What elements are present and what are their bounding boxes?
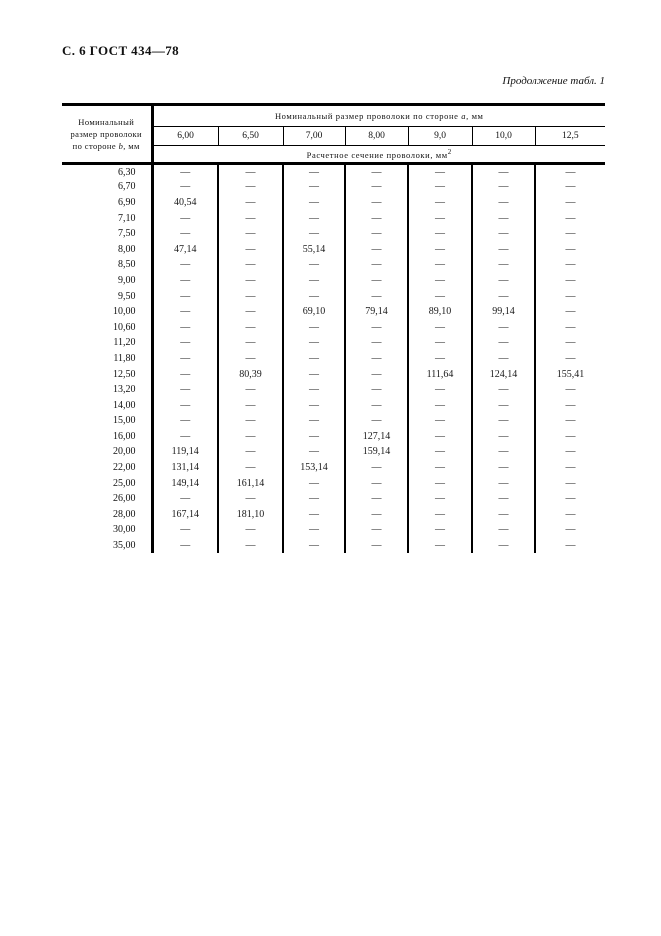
- wire-cross-section-table: [62, 103, 605, 553]
- cross-section-cell: —: [472, 382, 535, 398]
- cross-section-cell: —: [345, 507, 408, 523]
- table-row: [62, 210, 605, 226]
- cross-section-cell: —: [408, 382, 472, 398]
- table-header: [62, 105, 605, 164]
- cross-section-cell: —: [472, 319, 535, 335]
- cross-section-cell: —: [218, 304, 283, 320]
- table-continuation-note: Продолжение табл. 1: [502, 75, 605, 87]
- cross-section-cell: —: [180, 228, 191, 240]
- table-row: [62, 522, 605, 538]
- cross-section-cell: 161,14: [218, 475, 283, 491]
- cross-section-cell: —: [408, 397, 472, 413]
- cross-section-cell: —: [283, 538, 345, 554]
- var-b: b: [118, 141, 124, 151]
- var-a: a: [461, 111, 467, 121]
- cross-section-cell: —: [472, 164, 535, 180]
- table-row: [62, 195, 605, 211]
- cross-section-cell: —: [218, 257, 283, 273]
- cross-section-cell: —: [180, 321, 191, 333]
- corner-header-line1: Номинальный: [78, 117, 135, 127]
- cross-section-cell: —: [535, 164, 605, 180]
- cross-section-cell: —: [408, 226, 472, 242]
- table-row: [62, 366, 605, 382]
- cross-section-cell: 181,10: [218, 507, 283, 523]
- row-label-b-size: 15,00: [62, 413, 152, 429]
- cross-section-cell: —: [535, 273, 605, 289]
- cross-section-cell: —: [408, 319, 472, 335]
- cross-section-cell: —: [180, 493, 191, 505]
- cross-section-cell: —: [218, 351, 283, 367]
- cross-section-cell: —: [535, 397, 605, 413]
- cross-section-cell: —: [472, 195, 535, 211]
- cross-section-cell: —: [345, 288, 408, 304]
- cross-section-cell: —: [180, 181, 191, 193]
- column-size-header: 8,00: [345, 127, 408, 146]
- cross-section-cell: —: [283, 444, 345, 460]
- row-label-b-size: 7,50: [62, 226, 152, 242]
- cross-section-cell: —: [408, 491, 472, 507]
- cross-section-cell: —: [345, 273, 408, 289]
- cross-section-cell: 159,14: [345, 444, 408, 460]
- cross-section-cell: 40,54: [174, 196, 197, 208]
- cross-section-cell: —: [535, 382, 605, 398]
- cross-section-cell: —: [472, 241, 535, 257]
- cross-section-cell: —: [218, 335, 283, 351]
- cross-section-cell: —: [180, 430, 191, 442]
- row-label-b-size: 9,00: [62, 273, 152, 289]
- cross-section-cell: —: [345, 351, 408, 367]
- cross-section-cell: —: [283, 413, 345, 429]
- corner-header-line3: по стороне b, мм: [72, 141, 140, 151]
- cross-section-cell: —: [408, 210, 472, 226]
- cross-section-cell: —: [218, 195, 283, 211]
- cross-section-cell: —: [408, 413, 472, 429]
- row-label-b-size: 35,00: [62, 538, 152, 554]
- cross-section-cell: —: [218, 382, 283, 398]
- table-row: [62, 179, 605, 195]
- cross-section-cell: 79,14: [345, 304, 408, 320]
- cross-section-cell: —: [535, 491, 605, 507]
- cross-section-cell: —: [472, 226, 535, 242]
- table-row: [62, 226, 605, 242]
- page-title: С. 6 ГОСТ 434—78: [62, 43, 180, 58]
- row-label-b-size: 22,00: [62, 460, 152, 476]
- header-row-spanner: [62, 105, 605, 127]
- row-label-b-size: 12,50: [62, 366, 152, 382]
- cross-section-cell: —: [218, 226, 283, 242]
- cross-section-cell: —: [472, 460, 535, 476]
- cross-section-cell: —: [472, 257, 535, 273]
- cross-section-cell: 127,14: [345, 429, 408, 445]
- table-row: [62, 164, 605, 180]
- cross-section-cell: —: [535, 475, 605, 491]
- cross-section-cell: —: [345, 210, 408, 226]
- cross-section-cell: 99,14: [472, 304, 535, 320]
- cross-section-cell: —: [283, 226, 345, 242]
- cross-section-cell: —: [535, 241, 605, 257]
- cross-section-cell: —: [218, 444, 283, 460]
- row-label-b-size: 26,00: [62, 491, 152, 507]
- row-label-b-size: 13,20: [62, 382, 152, 398]
- cross-section-cell: —: [535, 351, 605, 367]
- cross-section-cell: —: [283, 210, 345, 226]
- cross-section-cell: —: [408, 273, 472, 289]
- cross-section-cell: —: [345, 413, 408, 429]
- cross-section-cell: 89,10: [408, 304, 472, 320]
- cross-section-cell: 47,14: [174, 243, 197, 255]
- cross-section-cell: —: [283, 366, 345, 382]
- row-label-b-size: 25,00: [62, 475, 152, 491]
- superscript-2: 2: [447, 148, 452, 157]
- cross-section-cell: —: [408, 475, 472, 491]
- column-size-header: 6,00: [152, 127, 218, 146]
- cross-section-cell: 55,14: [283, 241, 345, 257]
- cross-section-cell: —: [472, 179, 535, 195]
- cross-section-cell: —: [535, 288, 605, 304]
- cross-section-cell: —: [218, 241, 283, 257]
- cross-section-cell: —: [345, 195, 408, 211]
- cross-section-cell: —: [218, 397, 283, 413]
- cross-section-cell: 124,14: [472, 366, 535, 382]
- cross-section-cell: —: [180, 259, 191, 271]
- cross-section-cell: 153,14: [283, 460, 345, 476]
- column-size-header: 7,00: [283, 127, 345, 146]
- cross-section-cell: —: [180, 540, 191, 552]
- row-label-b-size: 20,00: [62, 444, 152, 460]
- cross-section-cell: —: [408, 195, 472, 211]
- cross-section-cell: —: [472, 522, 535, 538]
- table-row: [62, 429, 605, 445]
- table-row: [62, 538, 605, 554]
- cross-section-cell: —: [180, 399, 191, 411]
- cross-section-cell: —: [535, 444, 605, 460]
- cross-section-cell: —: [283, 397, 345, 413]
- table-row: [62, 288, 605, 304]
- cross-section-cell: —: [408, 351, 472, 367]
- cross-section-cell: —: [180, 166, 191, 178]
- cross-section-cell: —: [535, 319, 605, 335]
- cross-section-cell: —: [472, 444, 535, 460]
- cross-section-cell: —: [472, 335, 535, 351]
- row-label-b-size: 6,70: [62, 179, 152, 195]
- cross-section-cell: —: [345, 366, 408, 382]
- cross-section-cell: —: [535, 195, 605, 211]
- cross-section-cell: —: [408, 460, 472, 476]
- cross-section-cell: —: [345, 179, 408, 195]
- table-row: [62, 491, 605, 507]
- table-row: [62, 241, 605, 257]
- row-label-b-size: 10,60: [62, 319, 152, 335]
- cross-section-cell: —: [180, 274, 191, 286]
- cross-section-cell: —: [535, 413, 605, 429]
- table-row: [62, 507, 605, 523]
- cross-section-cell: —: [283, 522, 345, 538]
- cross-section-cell: —: [283, 179, 345, 195]
- cross-section-cell: —: [345, 475, 408, 491]
- cross-section-cell: —: [180, 384, 191, 396]
- cross-section-cell: —: [345, 522, 408, 538]
- row-label-b-size: 14,00: [62, 397, 152, 413]
- cross-section-cell: —: [535, 335, 605, 351]
- cross-section-cell: 149,14: [171, 477, 199, 489]
- cross-section-cell: —: [283, 288, 345, 304]
- cross-section-cell: —: [472, 507, 535, 523]
- cross-section-cell: —: [283, 351, 345, 367]
- row-label-b-size: 11,80: [62, 351, 152, 367]
- cross-section-cell: —: [283, 335, 345, 351]
- cross-section-cell: —: [180, 337, 191, 349]
- table-row: [62, 382, 605, 398]
- cross-section-cell: —: [345, 491, 408, 507]
- cross-section-cell: —: [345, 538, 408, 554]
- cross-section-cell: —: [472, 273, 535, 289]
- cross-section-cell: 167,14: [171, 508, 199, 520]
- cross-section-cell: —: [218, 429, 283, 445]
- cross-section-cell: —: [218, 210, 283, 226]
- column-size-header: 6,50: [218, 127, 283, 146]
- row-label-b-size: 8,50: [62, 257, 152, 273]
- table-row: [62, 460, 605, 476]
- cross-section-cell: —: [218, 460, 283, 476]
- cross-section-cell: 155,41: [535, 366, 605, 382]
- cross-section-cell: —: [345, 397, 408, 413]
- table-row: [62, 475, 605, 491]
- row-label-b-size: 28,00: [62, 507, 152, 523]
- cross-section-cell: —: [472, 538, 535, 554]
- cross-section-cell: —: [218, 538, 283, 554]
- cross-section-cell: —: [535, 210, 605, 226]
- cross-section-cell: —: [283, 257, 345, 273]
- cross-section-cell: —: [345, 460, 408, 476]
- cross-section-cell: —: [408, 429, 472, 445]
- cross-section-cell: —: [408, 288, 472, 304]
- cross-section-cell: —: [408, 444, 472, 460]
- cross-section-cell: —: [472, 397, 535, 413]
- row-label-b-size: 8,00: [62, 241, 152, 257]
- cross-section-cell: —: [180, 415, 191, 427]
- row-label-b-size: 16,00: [62, 429, 152, 445]
- cross-section-cell: —: [345, 241, 408, 257]
- table-row: [62, 273, 605, 289]
- cross-section-cell: —: [472, 429, 535, 445]
- cross-section-cell: 111,64: [408, 366, 472, 382]
- table-row: [62, 397, 605, 413]
- table-row: [62, 351, 605, 367]
- cross-section-cell: —: [345, 382, 408, 398]
- cross-section-cell: —: [218, 179, 283, 195]
- row-label-b-size: 30,00: [62, 522, 152, 538]
- cross-section-cell: —: [535, 522, 605, 538]
- cross-section-cell: —: [472, 210, 535, 226]
- row-label-b-size: 7,10: [62, 210, 152, 226]
- cross-section-cell: —: [345, 164, 408, 180]
- cross-section-cell: —: [180, 368, 191, 380]
- cross-section-cell: —: [408, 257, 472, 273]
- cross-section-cell: —: [408, 522, 472, 538]
- cross-section-cell: —: [218, 288, 283, 304]
- cross-section-cell: —: [535, 257, 605, 273]
- cross-section-cell: —: [283, 195, 345, 211]
- column-size-header: 9,0: [408, 127, 472, 146]
- cross-section-cell: —: [472, 288, 535, 304]
- cross-section-cell: 69,10: [283, 304, 345, 320]
- cross-section-cell: —: [180, 212, 191, 224]
- cross-section-cell: 80,39: [218, 366, 283, 382]
- table-body: [62, 164, 605, 554]
- cross-section-cell: —: [180, 352, 191, 364]
- cross-section-cell: —: [345, 335, 408, 351]
- table-row: [62, 304, 605, 320]
- cross-section-cell: —: [180, 524, 191, 536]
- cross-section-cell: —: [535, 507, 605, 523]
- cross-section-cell: —: [535, 460, 605, 476]
- cross-section-cell: —: [408, 241, 472, 257]
- cross-section-cell: —: [408, 507, 472, 523]
- column-size-header: 12,5: [535, 127, 605, 146]
- cross-section-cell: —: [535, 226, 605, 242]
- cross-section-cell: —: [180, 290, 191, 302]
- cross-section-cell: —: [283, 319, 345, 335]
- cross-section-cell: —: [218, 273, 283, 289]
- cross-section-cell: —: [218, 319, 283, 335]
- column-size-header: 10,0: [472, 127, 535, 146]
- cross-section-cell: 131,14: [171, 462, 199, 474]
- row-label-b-size: 6,90: [62, 195, 152, 211]
- cross-section-cell: —: [535, 304, 605, 320]
- cross-section-cell: —: [218, 413, 283, 429]
- section-header-cell: Расчетное сечение проволоки, $мм^2$: [306, 148, 452, 160]
- column-group-header: Номинальный размер проволоки по стороне a, мм: [152, 105, 605, 127]
- row-label-b-size: 11,20: [62, 335, 152, 351]
- row-label-b-size: 6,30: [62, 164, 152, 180]
- cross-section-cell: —: [345, 257, 408, 273]
- cross-section-cell: —: [283, 273, 345, 289]
- cross-section-cell: —: [535, 429, 605, 445]
- corner-header-line2: размер проволоки: [70, 129, 142, 139]
- cross-section-cell: —: [283, 164, 345, 180]
- cross-section-cell: —: [283, 475, 345, 491]
- cross-section-cell: —: [408, 538, 472, 554]
- cross-section-cell: —: [283, 507, 345, 523]
- cross-section-cell: 119,14: [171, 446, 199, 458]
- cross-section-cell: —: [408, 164, 472, 180]
- cross-section-cell: —: [283, 429, 345, 445]
- cross-section-cell: —: [218, 522, 283, 538]
- table-row: [62, 335, 605, 351]
- cross-section-cell: —: [535, 538, 605, 554]
- cross-section-cell: —: [283, 382, 345, 398]
- cross-section-cell: —: [535, 179, 605, 195]
- table-row: [62, 444, 605, 460]
- table-row: [62, 319, 605, 335]
- cross-section-cell: —: [472, 413, 535, 429]
- cross-section-cell: —: [180, 306, 191, 318]
- cross-section-cell: —: [408, 335, 472, 351]
- table-row: [62, 413, 605, 429]
- row-label-b-size: 10,00: [62, 304, 152, 320]
- row-label-b-size: 9,50: [62, 288, 152, 304]
- table-row: [62, 257, 605, 273]
- cross-section-cell: —: [345, 319, 408, 335]
- corner-header-cell: [62, 105, 152, 164]
- cross-section-cell: —: [472, 475, 535, 491]
- cross-section-cell: —: [408, 179, 472, 195]
- cross-section-cell: —: [472, 491, 535, 507]
- cross-section-cell: —: [283, 491, 345, 507]
- cross-section-cell: —: [218, 164, 283, 180]
- cross-section-cell: —: [472, 351, 535, 367]
- cross-section-cell: —: [218, 491, 283, 507]
- cross-section-cell: —: [345, 226, 408, 242]
